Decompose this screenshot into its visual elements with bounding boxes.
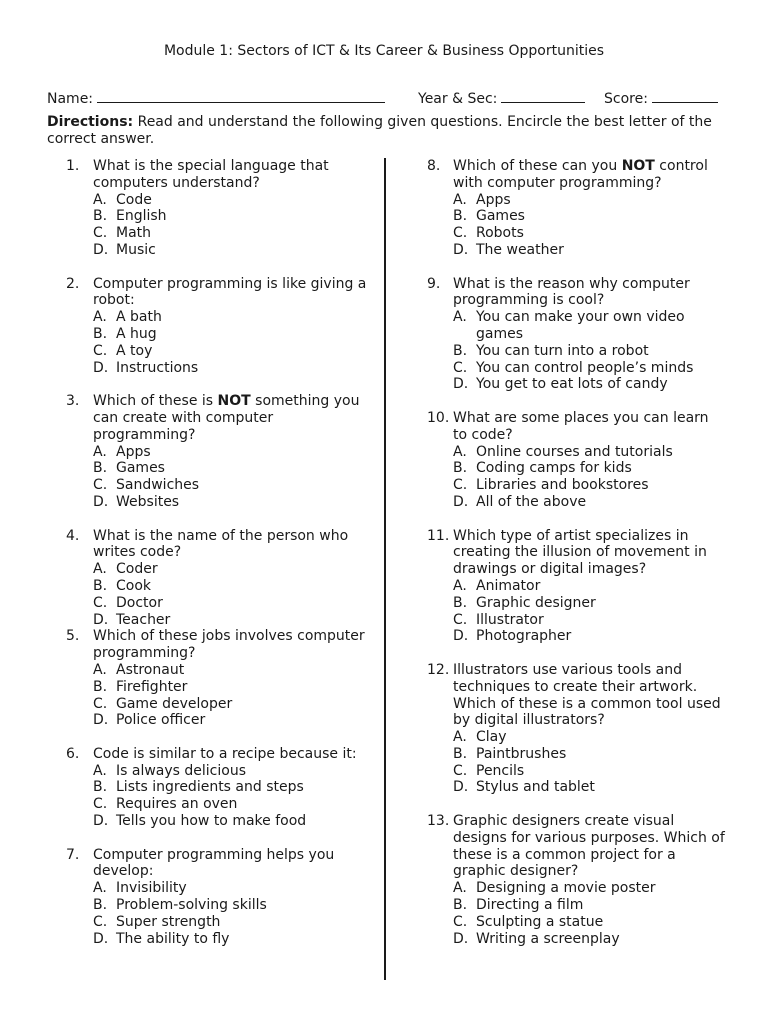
answer-option[interactable]: [427, 931, 727, 948]
answer-option[interactable]: [427, 897, 727, 914]
option-letter: A.: [453, 577, 467, 594]
answer-option[interactable]: [66, 326, 376, 343]
option-text: Libraries and bookstores: [476, 477, 649, 494]
option-letter: D.: [453, 930, 469, 947]
option-letter: D.: [453, 241, 469, 258]
question-text-part: Which of these jobs involves computer programming?: [93, 628, 365, 662]
option-letter: D.: [93, 813, 109, 830]
left-column: [66, 158, 376, 964]
option-text: Cook: [116, 577, 152, 594]
option-text: Animator: [476, 577, 541, 594]
option-text: Coding camps for kids: [476, 460, 632, 477]
answer-option[interactable]: [66, 763, 376, 780]
answer-option[interactable]: [427, 628, 727, 645]
question-number: 2.: [66, 275, 80, 292]
answer-option[interactable]: [427, 309, 727, 343]
option-text: Coder: [116, 561, 158, 578]
option-letter: C.: [453, 762, 468, 779]
option-list: [66, 880, 376, 947]
question-number: 7.: [66, 846, 80, 863]
option-text: Photographer: [476, 628, 572, 645]
option-text: Games: [476, 208, 525, 225]
option-text: Online courses and tutorials: [476, 443, 673, 460]
option-text: Game developer: [116, 695, 233, 712]
option-letter: B.: [93, 208, 108, 225]
option-text: Designing a movie poster: [476, 880, 656, 897]
option-text: All of the above: [476, 493, 587, 510]
option-letter: A.: [93, 661, 107, 678]
option-letter: D.: [93, 493, 109, 510]
question-text: [93, 276, 376, 310]
option-letter: C.: [453, 913, 468, 930]
option-text: Websites: [116, 493, 180, 510]
option-list: [66, 662, 376, 729]
option-letter: D.: [453, 628, 469, 645]
question-number: 13.: [427, 813, 450, 830]
option-letter: C.: [93, 342, 108, 359]
question-text: [453, 528, 727, 578]
question-text-part: Which type of artist specializes in creating the illusion of movement in drawings or digital images?: [453, 527, 707, 578]
question-number: 8.: [427, 158, 441, 174]
answer-option[interactable]: [66, 612, 376, 629]
answer-option[interactable]: [66, 192, 376, 209]
option-list: [66, 192, 376, 259]
year-sec-blank[interactable]: [501, 88, 585, 103]
answer-option[interactable]: [66, 813, 376, 830]
score-label: Score:: [604, 91, 648, 107]
question-text: [453, 276, 727, 310]
question-emphasis: NOT: [217, 393, 251, 410]
option-text: Police officer: [116, 712, 206, 729]
option-letter: B.: [93, 325, 108, 342]
question-text-part: Which of these can you: [453, 158, 622, 174]
question-text-part: Computer programming helps you develop:: [93, 846, 335, 880]
question-text-part: Illustrators use various tools and techniques to create their artwork. Which of these is a common tool used by digital illustrators?: [453, 661, 721, 729]
option-list: [427, 309, 727, 393]
option-letter: B.: [453, 208, 468, 225]
option-letter: A.: [93, 880, 107, 897]
answer-option[interactable]: [66, 931, 376, 948]
question-12: [427, 662, 727, 796]
directions-text: Read and understand the following given questions. Encircle the best letter of the correct answer.: [47, 114, 712, 147]
option-letter: A.: [453, 443, 467, 460]
option-letter: D.: [93, 241, 109, 258]
question-text-part: What is the reason why computer programming is cool?: [453, 275, 690, 309]
option-text: Robots: [476, 225, 524, 242]
question-9: [427, 276, 727, 394]
option-list: [427, 444, 727, 511]
answer-option[interactable]: [66, 561, 376, 578]
answer-option[interactable]: [427, 225, 727, 242]
option-text: Tells you how to make food: [116, 813, 307, 830]
year-sec-field[interactable]: [418, 88, 585, 108]
option-letter: B.: [93, 577, 108, 594]
right-column: [427, 158, 727, 964]
option-letter: B.: [453, 460, 468, 477]
question-number: 6.: [66, 745, 80, 762]
option-text: Music: [116, 241, 156, 258]
answer-option[interactable]: [427, 208, 727, 225]
option-letter: D.: [453, 493, 469, 510]
question-number: 10.: [427, 409, 450, 426]
question-2: [66, 276, 376, 377]
option-letter: A.: [453, 191, 467, 208]
question-text: [93, 158, 376, 192]
option-letter: A.: [93, 191, 107, 208]
answer-option[interactable]: [66, 444, 376, 461]
question-10: [427, 410, 727, 511]
option-letter: B.: [93, 897, 108, 914]
option-text: Doctor: [116, 594, 163, 611]
answer-option[interactable]: [427, 460, 727, 477]
answer-option[interactable]: [66, 309, 376, 326]
answer-option[interactable]: [427, 477, 727, 494]
question-8: [427, 158, 727, 259]
answer-option[interactable]: [66, 679, 376, 696]
answer-option[interactable]: [66, 460, 376, 477]
option-text: A bath: [116, 309, 162, 326]
option-letter: B.: [453, 594, 468, 611]
name-label: Name:: [47, 91, 94, 107]
question-text-part: Computer programming is like giving a robot:: [93, 275, 367, 309]
answer-option[interactable]: [427, 494, 727, 511]
question-6: [66, 746, 376, 830]
option-text: Code: [116, 191, 152, 208]
header-fields: [47, 88, 727, 106]
option-text: Super strength: [116, 913, 221, 930]
answer-option[interactable]: [66, 779, 376, 796]
option-letter: D.: [453, 779, 469, 796]
question-text-part: control with computer programming?: [453, 158, 708, 191]
option-list: [427, 880, 727, 947]
answer-option[interactable]: [66, 712, 376, 729]
question-text: [453, 813, 727, 880]
option-text: Directing a film: [476, 897, 584, 914]
question-1: [66, 158, 376, 259]
question-number: 5.: [66, 628, 80, 645]
answer-option[interactable]: [427, 192, 727, 209]
option-text: Games: [116, 460, 165, 477]
option-text: Illustrator: [476, 611, 544, 628]
option-text: Sandwiches: [116, 477, 200, 494]
option-letter: C.: [453, 477, 468, 494]
answer-option[interactable]: [66, 696, 376, 713]
answer-option[interactable]: [427, 779, 727, 796]
option-letter: C.: [453, 611, 468, 628]
answer-option[interactable]: [66, 360, 376, 377]
answer-option[interactable]: [427, 376, 727, 393]
answer-option[interactable]: [427, 242, 727, 259]
option-text: You can control people’s minds: [476, 359, 694, 376]
option-letter: B.: [93, 460, 108, 477]
option-letter: C.: [453, 225, 468, 242]
score-field[interactable]: [604, 88, 718, 108]
option-text: Instructions: [116, 359, 199, 376]
answer-option[interactable]: [66, 477, 376, 494]
option-text: Requires an oven: [116, 796, 238, 813]
answer-option[interactable]: [66, 343, 376, 360]
page-title: Module 1: Sectors of ICT & Its Career & Business Opportunities: [163, 43, 605, 59]
question-5: [66, 628, 376, 729]
option-list: [427, 729, 727, 796]
column-divider: [384, 158, 386, 980]
option-list: [66, 561, 376, 628]
answer-option[interactable]: [66, 494, 376, 511]
question-number: 11.: [427, 527, 450, 544]
option-letter: B.: [93, 678, 108, 695]
answer-option[interactable]: [427, 612, 727, 629]
question-text: [93, 628, 376, 662]
option-text: You can turn into a robot: [476, 342, 649, 359]
option-text: Clay: [476, 729, 507, 746]
answer-option[interactable]: [66, 578, 376, 595]
question-number: 1.: [66, 158, 80, 174]
option-letter: A.: [93, 309, 107, 326]
question-text-part: Graphic designers create visual designs for various purposes. Which of these is a common project for a graphic designer?: [453, 813, 725, 880]
directions-label: Directions:: [47, 114, 134, 130]
option-list: [427, 578, 727, 645]
option-text: You get to eat lots of candy: [476, 376, 668, 393]
question-text-part: Code is similar to a recipe because it:: [93, 745, 357, 762]
option-letter: B.: [93, 779, 108, 796]
option-text: The ability to fly: [116, 930, 230, 947]
option-text: The weather: [476, 241, 564, 258]
question-text: [453, 410, 727, 444]
option-letter: A.: [93, 561, 107, 578]
option-letter: B.: [453, 897, 468, 914]
option-letter: D.: [93, 712, 109, 729]
question-number: 4.: [66, 527, 80, 544]
question-11: [427, 528, 727, 646]
question-number: 12.: [427, 661, 450, 678]
answer-option[interactable]: [66, 880, 376, 897]
answer-option[interactable]: [66, 242, 376, 259]
question-text-part: something you can create with computer programming?: [93, 393, 360, 443]
option-list: [427, 192, 727, 259]
option-letter: C.: [93, 796, 108, 813]
year-sec-label: Year & Sec:: [418, 91, 498, 107]
option-letter: C.: [93, 695, 108, 712]
option-list: [66, 444, 376, 511]
option-letter: C.: [93, 594, 108, 611]
option-text: Math: [116, 225, 152, 242]
question-number: 9.: [427, 275, 441, 292]
option-list: [66, 309, 376, 376]
option-letter: A.: [453, 309, 467, 326]
option-letter: D.: [93, 930, 109, 947]
option-letter: C.: [93, 913, 108, 930]
question-text-part: What are some places you can learn to code?: [453, 409, 709, 443]
option-letter: D.: [453, 376, 469, 393]
question-text: [93, 746, 376, 763]
answer-option[interactable]: [427, 763, 727, 780]
question-text: [93, 528, 376, 562]
option-text: Stylus and tablet: [476, 779, 595, 796]
option-letter: D.: [93, 359, 109, 376]
answer-option[interactable]: [427, 360, 727, 377]
option-text: English: [116, 208, 167, 225]
question-text-part: Which of these is: [93, 393, 218, 410]
answer-option[interactable]: [427, 880, 727, 897]
option-text: Problem-solving skills: [116, 897, 267, 914]
option-letter: A.: [453, 880, 467, 897]
answer-option[interactable]: [66, 662, 376, 679]
option-text: Invisibility: [116, 880, 187, 897]
option-text: Graphic designer: [476, 594, 596, 611]
option-letter: B.: [453, 745, 468, 762]
option-text: Sculpting a statue: [476, 913, 604, 930]
answer-option[interactable]: [66, 208, 376, 225]
answer-option[interactable]: [427, 343, 727, 360]
answer-option[interactable]: [427, 444, 727, 461]
option-letter: A.: [453, 729, 467, 746]
question-text: [93, 847, 376, 881]
option-letter: D.: [93, 611, 109, 628]
score-blank[interactable]: [652, 88, 718, 103]
answer-option[interactable]: [66, 595, 376, 612]
option-text: Writing a screenplay: [476, 930, 620, 947]
answer-option[interactable]: [427, 914, 727, 931]
option-letter: C.: [93, 477, 108, 494]
question-text: [453, 662, 727, 729]
answer-option[interactable]: [427, 746, 727, 763]
option-letter: C.: [93, 225, 108, 242]
answer-option[interactable]: [427, 578, 727, 595]
answer-option[interactable]: [66, 897, 376, 914]
option-text: A toy: [116, 342, 153, 359]
answer-option[interactable]: [427, 729, 727, 746]
name-blank[interactable]: [97, 88, 385, 103]
option-letter: A.: [93, 762, 107, 779]
question-text: [453, 158, 727, 192]
option-text: Apps: [116, 443, 151, 460]
answer-option[interactable]: [427, 595, 727, 612]
answer-option[interactable]: [66, 225, 376, 242]
option-text: Astronaut: [116, 661, 185, 678]
option-letter: A.: [93, 443, 107, 460]
question-7: [66, 847, 376, 948]
option-text: Teacher: [116, 611, 171, 628]
option-letter: B.: [453, 342, 468, 359]
option-text: Firefighter: [116, 678, 188, 695]
option-letter: C.: [453, 359, 468, 376]
answer-option[interactable]: [66, 914, 376, 931]
question-number: 3.: [66, 393, 80, 410]
answer-option[interactable]: [66, 796, 376, 813]
directions: [47, 114, 731, 148]
option-text: Is always delicious: [116, 762, 246, 779]
question-3: [66, 393, 376, 511]
option-text: Apps: [476, 191, 511, 208]
question-text-part: What is the name of the person who writes code?: [93, 527, 349, 561]
question-text-part: What is the special language that computers understand?: [93, 158, 329, 191]
name-field[interactable]: [47, 88, 385, 108]
question-text: [93, 393, 376, 443]
question-emphasis: NOT: [621, 158, 655, 174]
option-text: You can make your own video games: [476, 309, 685, 342]
option-text: Paintbrushes: [476, 745, 567, 762]
option-list: [66, 763, 376, 830]
option-text: A hug: [116, 325, 157, 342]
question-13: [427, 813, 727, 947]
question-4: [66, 528, 376, 629]
option-text: Lists ingredients and steps: [116, 779, 304, 796]
option-text: Pencils: [476, 762, 525, 779]
